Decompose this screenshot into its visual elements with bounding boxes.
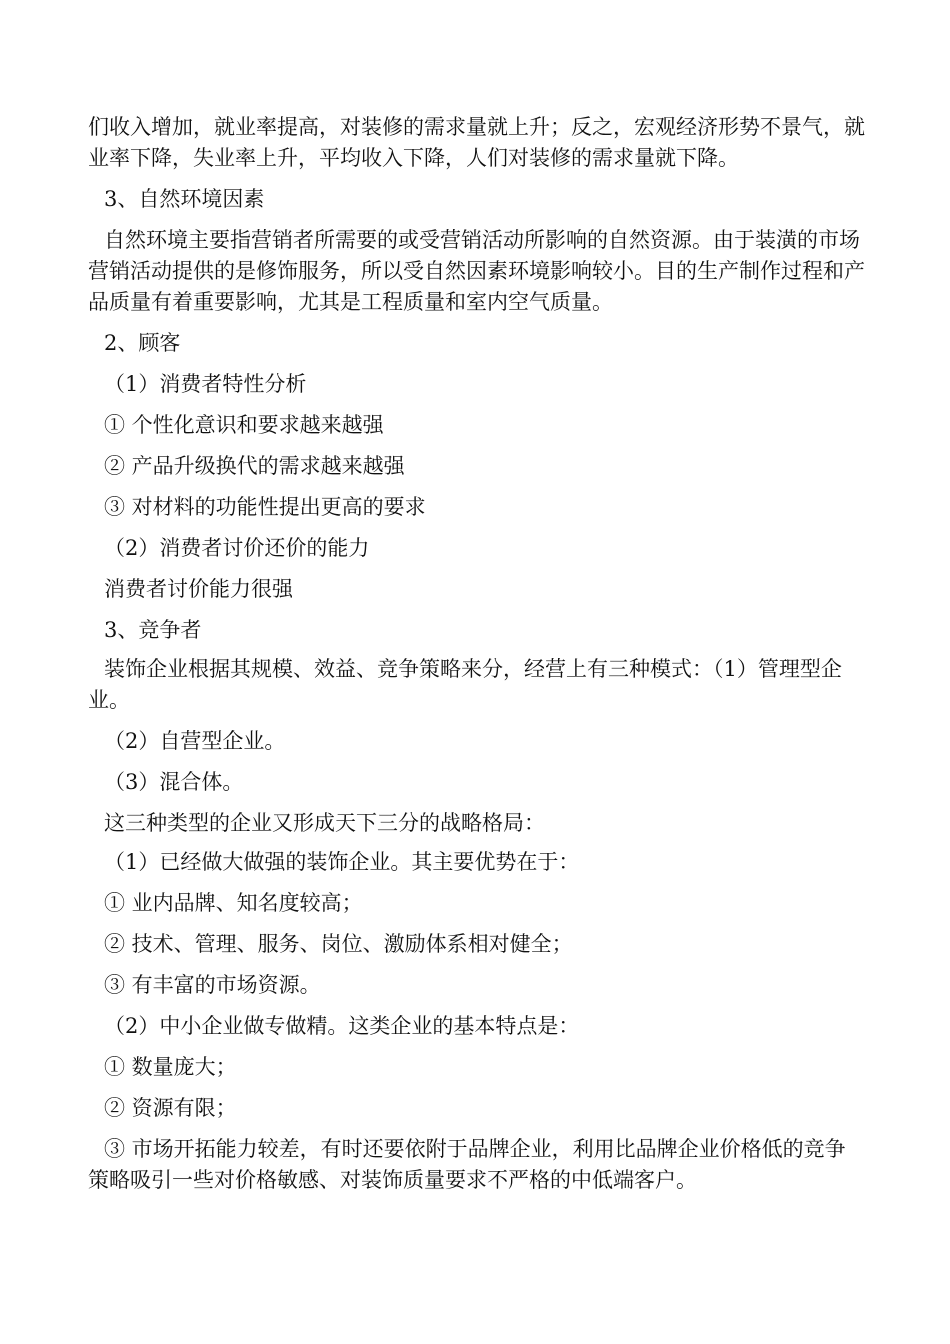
heading-competitors: 3、竞争者: [104, 618, 202, 642]
paragraph-intro-continuation: 们收入增加，就业率提高，对装修的需求量就上升；反之，宏观经济形势不景气，就业率下降，失业率上升，平均收入下降，人们对装修的需求量就下降。: [88, 115, 865, 170]
list-item: ② 资源有限；: [104, 1096, 237, 1120]
heading-natural-environment: 3、自然环境因素: [104, 187, 265, 211]
paragraph-natural-environment: 自然环境主要指营销者所需要的或受营销活动所影响的自然资源。由于装潢的市场营销活动提供的是修饰服务，所以受自然因素环境影响较小。目的生产制作过程和产品质量有着重要影响，尤其是工程质量和室内空气质量。: [88, 228, 865, 314]
subheading-large-firms: （1）已经做大做强的装饰企业。其主要优势在于：: [104, 850, 580, 874]
heading-customers: 2、顾客: [104, 331, 181, 355]
subheading-bargaining-power: （2）消费者讨价还价的能力: [104, 536, 370, 560]
list-item: ① 业内品牌、知名度较高；: [104, 891, 363, 915]
list-item: ③ 有丰富的市场资源。: [104, 973, 321, 997]
list-item: ① 个性化意识和要求越来越强: [104, 413, 384, 437]
list-item: （3）混合体。: [104, 770, 244, 794]
paragraph-bargaining-power: 消费者讨价能力很强: [104, 577, 293, 601]
list-item: （2）自营型企业。: [104, 729, 286, 753]
list-item: ① 数量庞大；: [104, 1055, 237, 1079]
subheading-consumer-traits: （1）消费者特性分析: [104, 372, 307, 396]
list-item: ③ 市场开拓能力较差，有时还要依附于品牌企业，利用比品牌企业价格低的竞争策略吸引一些对价格敏感、对装饰质量要求不严格的中低端客户。: [88, 1137, 846, 1192]
list-item: ② 产品升级换代的需求越来越强: [104, 454, 405, 478]
document-page: [88, 112, 866, 1206]
subheading-small-firms: （2）中小企业做专做精。这类企业的基本特点是：: [104, 1014, 580, 1038]
list-item: ② 技术、管理、服务、岗位、激励体系相对健全；: [104, 932, 573, 956]
list-item: ③ 对材料的功能性提出更高的要求: [104, 495, 426, 519]
paragraph-business-models: 装饰企业根据其规模、效益、竞争策略来分，经营上有三种模式：（1）管理型企业。: [88, 657, 842, 712]
paragraph-strategic-pattern: 这三种类型的企业又形成天下三分的战略格局：: [104, 811, 545, 835]
